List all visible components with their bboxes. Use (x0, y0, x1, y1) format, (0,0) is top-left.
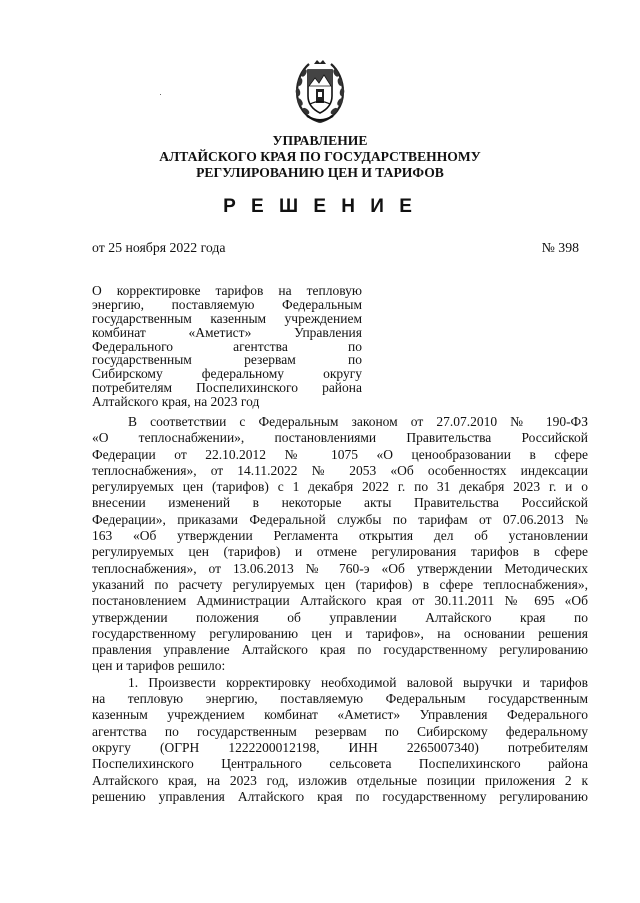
authority-line: РЕГУЛИРОВАНИЮ ЦЕН И ТАРИФОВ (196, 165, 444, 180)
body-line: государственному регулированию цен и тарифов», на основании решения (92, 625, 588, 641)
body-line: теплоснабжения», от 14.11.2022 № 2053 «Об особенностях индексации (92, 462, 588, 478)
subject-line: государственным резервам по (92, 352, 362, 368)
body-line: «О теплоснабжении», постановлениями Правительства Российской (92, 430, 588, 446)
body-line: утверждении положения об управлении Алтайского края по (92, 609, 588, 625)
body-line: 1. Произвести корректировку необходимой валовой выручки и тарифов (128, 674, 588, 690)
subject-line: Федерального агентства по (92, 338, 362, 354)
body-line: Федерации», приказами Федеральной службы по тарифам от 07.06.2013 № (92, 511, 588, 527)
body-line: внесении изменений в некоторые акты Правительства Российской (92, 495, 588, 511)
subject-line: комбинат «Аметист» Управления (92, 324, 362, 340)
body-line: агентства по государственным резервам по Сибирскому федеральному (92, 723, 588, 739)
subject-line: О корректировке тарифов на тепловую (92, 283, 362, 298)
subject-line: Сибирскому федеральному округу (92, 366, 362, 382)
subject-line: государственным казенным учреждением (92, 310, 362, 326)
document-subject (92, 284, 362, 409)
body-line: 163 «Об утверждении Регламента открытия дел об установлении (92, 528, 588, 544)
body-line: теплоснабжения», от 13.06.2013 № 760-э «Об утверждении Методических (92, 560, 588, 576)
scan-speck (160, 94, 161, 95)
body-line: Поспелихинского Центрального сельсовета Поспелихинского района (92, 756, 588, 772)
body-line: казенным учреждением комбинат «Аметист» Управления Федерального (92, 707, 588, 723)
document-number: № 398 (541, 240, 579, 255)
body-line: на тепловую энергию, поставляемую Федеральным государственным (92, 691, 588, 707)
body-line: Федерации от 22.10.2012 № 1075 «О ценообразовании в сфере (92, 446, 588, 462)
subject-line: Алтайского края, на 2023 год (92, 394, 260, 410)
body-line: округу (ОГРН 1222200012198, ИНН 2265007340) потребителям (92, 739, 588, 755)
body-line: правления управление Алтайского края по государственному регулированию (92, 642, 588, 658)
body-line: цен и тарифов решило: (92, 658, 226, 674)
body-line: регулируемых цен (тарифов) и отмене регулирования тарифов в сфере (92, 544, 588, 560)
body-line: регулируемых цен (тарифов) с 1 декабря 2022 г. по 31 декабря 2023 г. и о (92, 479, 588, 495)
document-type-title: Р Е Ш Е Н И Е (223, 196, 417, 217)
authority-line: АЛТАЙСКОГО КРАЯ ПО ГОСУДАРСТВЕННОМУ (159, 149, 481, 164)
authority-line: УПРАВЛЕНИЕ (272, 133, 368, 148)
body-line: постановлением Администрации Алтайского края от 30.11.2011 № 695 «Об (92, 593, 588, 609)
body-line: Алтайского края, на 2023 год, изложив отдельные позиции приложения 2 к (92, 772, 588, 788)
body-line: решению управления Алтайского края по государственному регулированию (92, 788, 588, 804)
document-date: от 25 ноября 2022 года (92, 240, 226, 255)
issuing-authority (90, 133, 550, 181)
subject-line: потребителям Поспелихинского района (92, 380, 362, 396)
document-body (92, 414, 588, 805)
body-line: указаний по расчету регулируемых цен (тарифов) в сфере теплоснабжения», (92, 576, 588, 592)
coat-of-arms-icon (293, 58, 347, 126)
subject-line: энергию, поставляемую Федеральным (92, 296, 362, 312)
body-line: В соответствии с Федеральным законом от 27.07.2010 № 190-ФЗ (128, 414, 588, 429)
